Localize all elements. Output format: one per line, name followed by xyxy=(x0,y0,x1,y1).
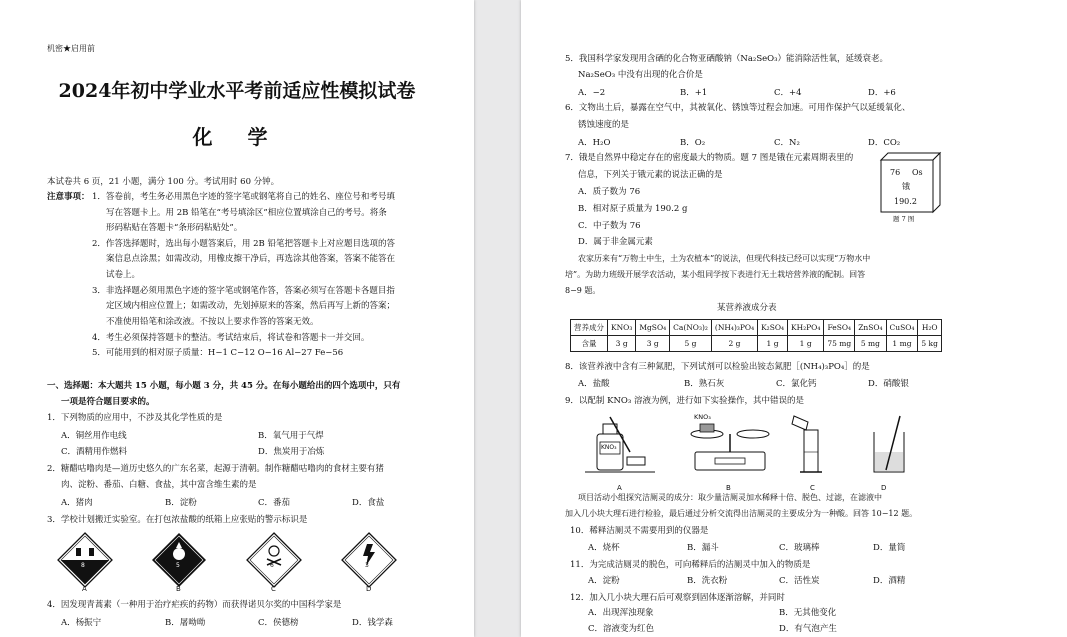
q10-option: D．量筒 xyxy=(873,543,906,553)
flammable-sign-icon xyxy=(152,533,206,587)
hazard-signs xyxy=(55,530,415,594)
sign-number: 3 xyxy=(365,562,369,569)
section-heading: 一、选择题：本大题共 15 小题，每小题 3 分，共 45 分。在每小题给出的四个选项中，只有 xyxy=(47,381,401,391)
note-line: 2．作答选择题时，选出每小题答案后，用 2B 铅笔把答题卡上对应题目选项的答 xyxy=(92,239,395,249)
table-cell: KH₂PO₄ xyxy=(787,320,823,336)
activity-paragraph: 项目活动小组探究洁厕灵的成分：取少量洁厕灵加水稀释十倍、脱色、过滤，在滤液中 xyxy=(578,493,882,502)
q5-option: D．+6 xyxy=(868,88,896,98)
table-cell: 3 g xyxy=(636,336,670,352)
table-title: 某营养液成分表 xyxy=(717,303,777,313)
measuring-cylinder-icon xyxy=(792,416,822,472)
table-cell: 75 mg xyxy=(824,336,855,352)
q1-option: B．氧气用于气焊 xyxy=(258,431,324,441)
question-1: 1．下列物质的应用中，不涉及其化学性质的是 xyxy=(47,413,223,423)
table-cell: 营养成分 xyxy=(571,320,608,336)
q10-option: A．烧杯 xyxy=(588,543,620,553)
q2-option: B．淀粉 xyxy=(165,498,197,508)
table-cell: 2 g xyxy=(711,336,757,352)
q4-option: C．侯德榜 xyxy=(258,618,299,628)
table-cell: 1 mg xyxy=(886,336,918,352)
table-cell: CuSO₄ xyxy=(886,320,918,336)
question-7-cont: 信息，下列关于锇元素的说法正确的是 xyxy=(578,170,723,180)
figure-label: B xyxy=(726,484,731,492)
q11-option: D．酒精 xyxy=(873,576,906,586)
question-2-cont: 肉、淀粉、番茄、白糖、食盐，其中富含维生素的是 xyxy=(61,480,257,490)
q1-option: C．酒精用作燃料 xyxy=(61,447,128,457)
question-10: 10．稀释洁厕灵不需要用到的仪器是 xyxy=(570,526,709,536)
question-6: 6．文物出土后，暴露在空气中，其被氧化、锈蚀等过程会加速。可用作保护气以延缓氧化、 xyxy=(565,103,911,113)
note-line: 1．答卷前，考生务必用黑色字迹的签字笔或钢笔将自己的姓名、座位号和考号填 xyxy=(92,192,395,202)
exam-intro: 本试卷共 6 页，21 小题，满分 100 分。考试用时 60 分钟。 xyxy=(47,177,280,187)
note-line: 不准使用铅笔和涂改液。不按以上要求作答的答案无效。 xyxy=(106,317,319,327)
beaker-stirring-icon xyxy=(874,416,904,472)
q10-option: B．漏斗 xyxy=(687,543,719,553)
sign-label: C xyxy=(271,585,276,593)
table-cell: 3 g xyxy=(608,336,636,352)
q5-option: B．+1 xyxy=(680,88,708,98)
figure-label: A xyxy=(617,484,622,492)
q7-option: A．质子数为 76 xyxy=(578,187,641,197)
q8-option: B．熟石灰 xyxy=(684,379,725,389)
q7-option: B．相对原子质量为 190.2 g xyxy=(578,204,688,214)
question-5: 5．我国科学家发现用含硒的化合物亚硒酸钠（Na₂SeO₃）能消除活性氧，延缓衰老。 xyxy=(565,54,889,64)
q7-option: D．属于非金属元素 xyxy=(578,237,653,247)
note-line: 4．考生必须保持答题卡的整洁。考试结束后，将试卷和答题卡一并交回。 xyxy=(92,333,370,343)
reagent-bottle-icon xyxy=(585,417,655,472)
sign-number: 8 xyxy=(81,562,85,569)
table-cell: 5 mg xyxy=(855,336,886,352)
q1-option: D．焦炭用于冶炼 xyxy=(258,447,325,457)
question-3: 3．学校计划搬迁实验室。在打包浓盐酸的纸箱上应张贴的警示标识是 xyxy=(47,515,308,525)
note-line: 5．可能用到的相对原子质量：H−1 C−12 O−16 Al−27 Fe−56 xyxy=(92,348,344,358)
table-cell: 含量 xyxy=(571,336,608,352)
question-4: 4．因发现青蒿素（一种用于治疗疟疾的药物）而获得诺贝尔奖的中国科学家是 xyxy=(47,600,342,610)
figure-label: D xyxy=(881,484,887,492)
question-5-cont: Na₂SeO₃ 中没有出现的化合价是 xyxy=(578,70,703,80)
atomic-number: 76 xyxy=(890,168,901,177)
corrosive-sign-icon xyxy=(58,533,112,587)
element-cube-icon xyxy=(878,150,948,220)
bottle-label: KNO₃ xyxy=(601,444,617,451)
q12-option: A．出现浑浊现象 xyxy=(588,608,654,618)
confidential-label: 机密★启用前 xyxy=(47,44,95,53)
table-cell: MgSO₄ xyxy=(636,320,670,336)
q2-option: A．猪肉 xyxy=(61,498,93,508)
nutrient-table xyxy=(570,319,942,352)
table-cell: Ca(NO₃)₂ xyxy=(670,320,712,336)
figure-label: C xyxy=(810,484,815,492)
q2-option: D．食盐 xyxy=(352,498,385,508)
q1-option: A．铜丝用作电线 xyxy=(61,431,127,441)
table-cell: H₂O xyxy=(918,320,942,336)
balance-scale-icon xyxy=(691,424,769,470)
q6-option: B．O₂ xyxy=(680,138,706,148)
q12-option: D．有气泡产生 xyxy=(779,624,837,634)
question-12: 12．加入几小块大理石后可观察到固体逐渐溶解，并同时 xyxy=(570,593,785,603)
toxic-sign-icon xyxy=(247,533,301,587)
q2-option: C．番茄 xyxy=(258,498,291,508)
question-6-cont: 锈蚀速度的是 xyxy=(578,120,630,130)
q7-option: C．中子数为 76 xyxy=(578,221,641,231)
table-cell: 5 g xyxy=(670,336,712,352)
note-line: 案信息点涂黑；如需改动，用橡皮擦干净后，再选涂其他答案，答案不能答在 xyxy=(106,254,396,264)
table-cell: (NH₄)₃PO₄ xyxy=(711,320,757,336)
q4-option: D．钱学森 xyxy=(352,618,393,628)
q12-option: B．无其他变化 xyxy=(779,608,837,618)
q11-option: B．洗衣粉 xyxy=(687,576,728,586)
note-line: 写在答题卡上。用 2B 铅笔在“考号填涂区”相应位置填涂自己的考号。将条 xyxy=(106,208,387,218)
q5-option: A．−2 xyxy=(578,88,606,98)
sign-number: 6 xyxy=(270,562,274,569)
note-line: 3．非选择题必须用黑色字迹的签字笔或钢笔作答，答案必须写在答题卡各题目指 xyxy=(92,286,395,296)
table-cell: FeSO₄ xyxy=(824,320,855,336)
notes-label: 注意事项： xyxy=(47,192,90,202)
activity-paragraph-cont: 加入几小块大理石进行检验，最后通过分析交流得出洁厕灵的主要成分为一种酸。回答 10−12 题。 xyxy=(565,509,918,518)
balance-label: KNO₃ xyxy=(694,413,711,421)
explosive-sign-icon xyxy=(342,533,396,587)
note-line: 试卷上。 xyxy=(106,270,141,280)
sign-label: B xyxy=(176,585,181,593)
table-cell: 1 g xyxy=(787,336,823,352)
q11-option: A．淀粉 xyxy=(588,576,620,586)
q6-option: D．CO₂ xyxy=(868,138,901,148)
q11-option: C．活性炭 xyxy=(779,576,820,586)
intro-paragraph: 农家历来有“万物土中生，土为农植本”的说法，但现代科技已经可以实现“万物水中 xyxy=(578,254,871,263)
table-row xyxy=(571,336,942,352)
question-2: 2．糖醋咕噜肉是—道历史悠久的广东名菜，起源于清朝。制作糖醋咕噜肉的食材主要有猪 xyxy=(47,464,384,474)
note-line: 定区域内相应位置上；如需改动，先划掉原来的答案，然后再写上新的答案； xyxy=(106,301,396,311)
q8-option: C．氯化钙 xyxy=(776,379,817,389)
q6-option: C．N₂ xyxy=(774,138,800,148)
table-cell: 1 g xyxy=(758,336,788,352)
q6-option: A．H₂O xyxy=(578,138,611,148)
exam-title: 2024年初中学业水平考前适应性模拟试卷 xyxy=(58,80,416,102)
lab-operations-figure xyxy=(585,412,915,482)
question-7: 7．锇是自然界中稳定存在的密度最大的物质。题 7 图是锇在元素周期表里的 xyxy=(565,153,854,163)
note-line: 形码粘贴在答题卡“条形码粘贴处”。 xyxy=(106,223,243,233)
q8-option: A．盐酸 xyxy=(578,379,610,389)
sign-number: 5 xyxy=(176,562,180,569)
element-name: 锇 xyxy=(902,182,910,191)
q8-option: D．硝酸银 xyxy=(868,379,909,389)
table-row xyxy=(571,320,942,336)
question-9: 9．以配制 KNO₃ 溶液为例，进行如下实验操作，其中错误的是 xyxy=(565,396,804,406)
table-cell: 5 kg xyxy=(918,336,942,352)
intro-paragraph-cont: 8−9 题。 xyxy=(565,286,601,295)
q5-option: C．+4 xyxy=(774,88,802,98)
table-cell: K₂SO₄ xyxy=(758,320,788,336)
sign-label: A xyxy=(82,585,87,593)
exam-subject: 化 学 xyxy=(192,125,282,149)
q4-option: A．杨振宁 xyxy=(61,618,102,628)
question-11: 11．为完成洁厕灵的脱色，可向稀释后的洁厕灵中加入的物质是 xyxy=(570,560,811,570)
intro-paragraph-cont: 培”。为助力班级开展学农活动，某小组同学按下表进行无土栽培营养液的配制。回答 xyxy=(565,270,866,279)
element-symbol: Os xyxy=(912,168,923,177)
table-cell: KNO₃ xyxy=(608,320,636,336)
table-cell: ZnSO₄ xyxy=(855,320,886,336)
sign-label: D xyxy=(366,585,372,593)
q10-option: C．玻璃棒 xyxy=(779,543,820,553)
section-heading-cont: 一项是符合题目要求的。 xyxy=(61,397,155,407)
atomic-mass: 190.2 xyxy=(894,197,917,206)
exam-page-left xyxy=(0,0,474,637)
q4-option: B．屠呦呦 xyxy=(165,618,206,628)
figure-caption: 题 7 图 xyxy=(893,215,915,223)
q12-option: C．溶液变为红色 xyxy=(588,624,655,634)
question-8: 8．该营养液中含有三种氮肥，下列试剂可以检验出铵态氮肥［(NH₄)₃PO₄］的是 xyxy=(565,362,870,372)
